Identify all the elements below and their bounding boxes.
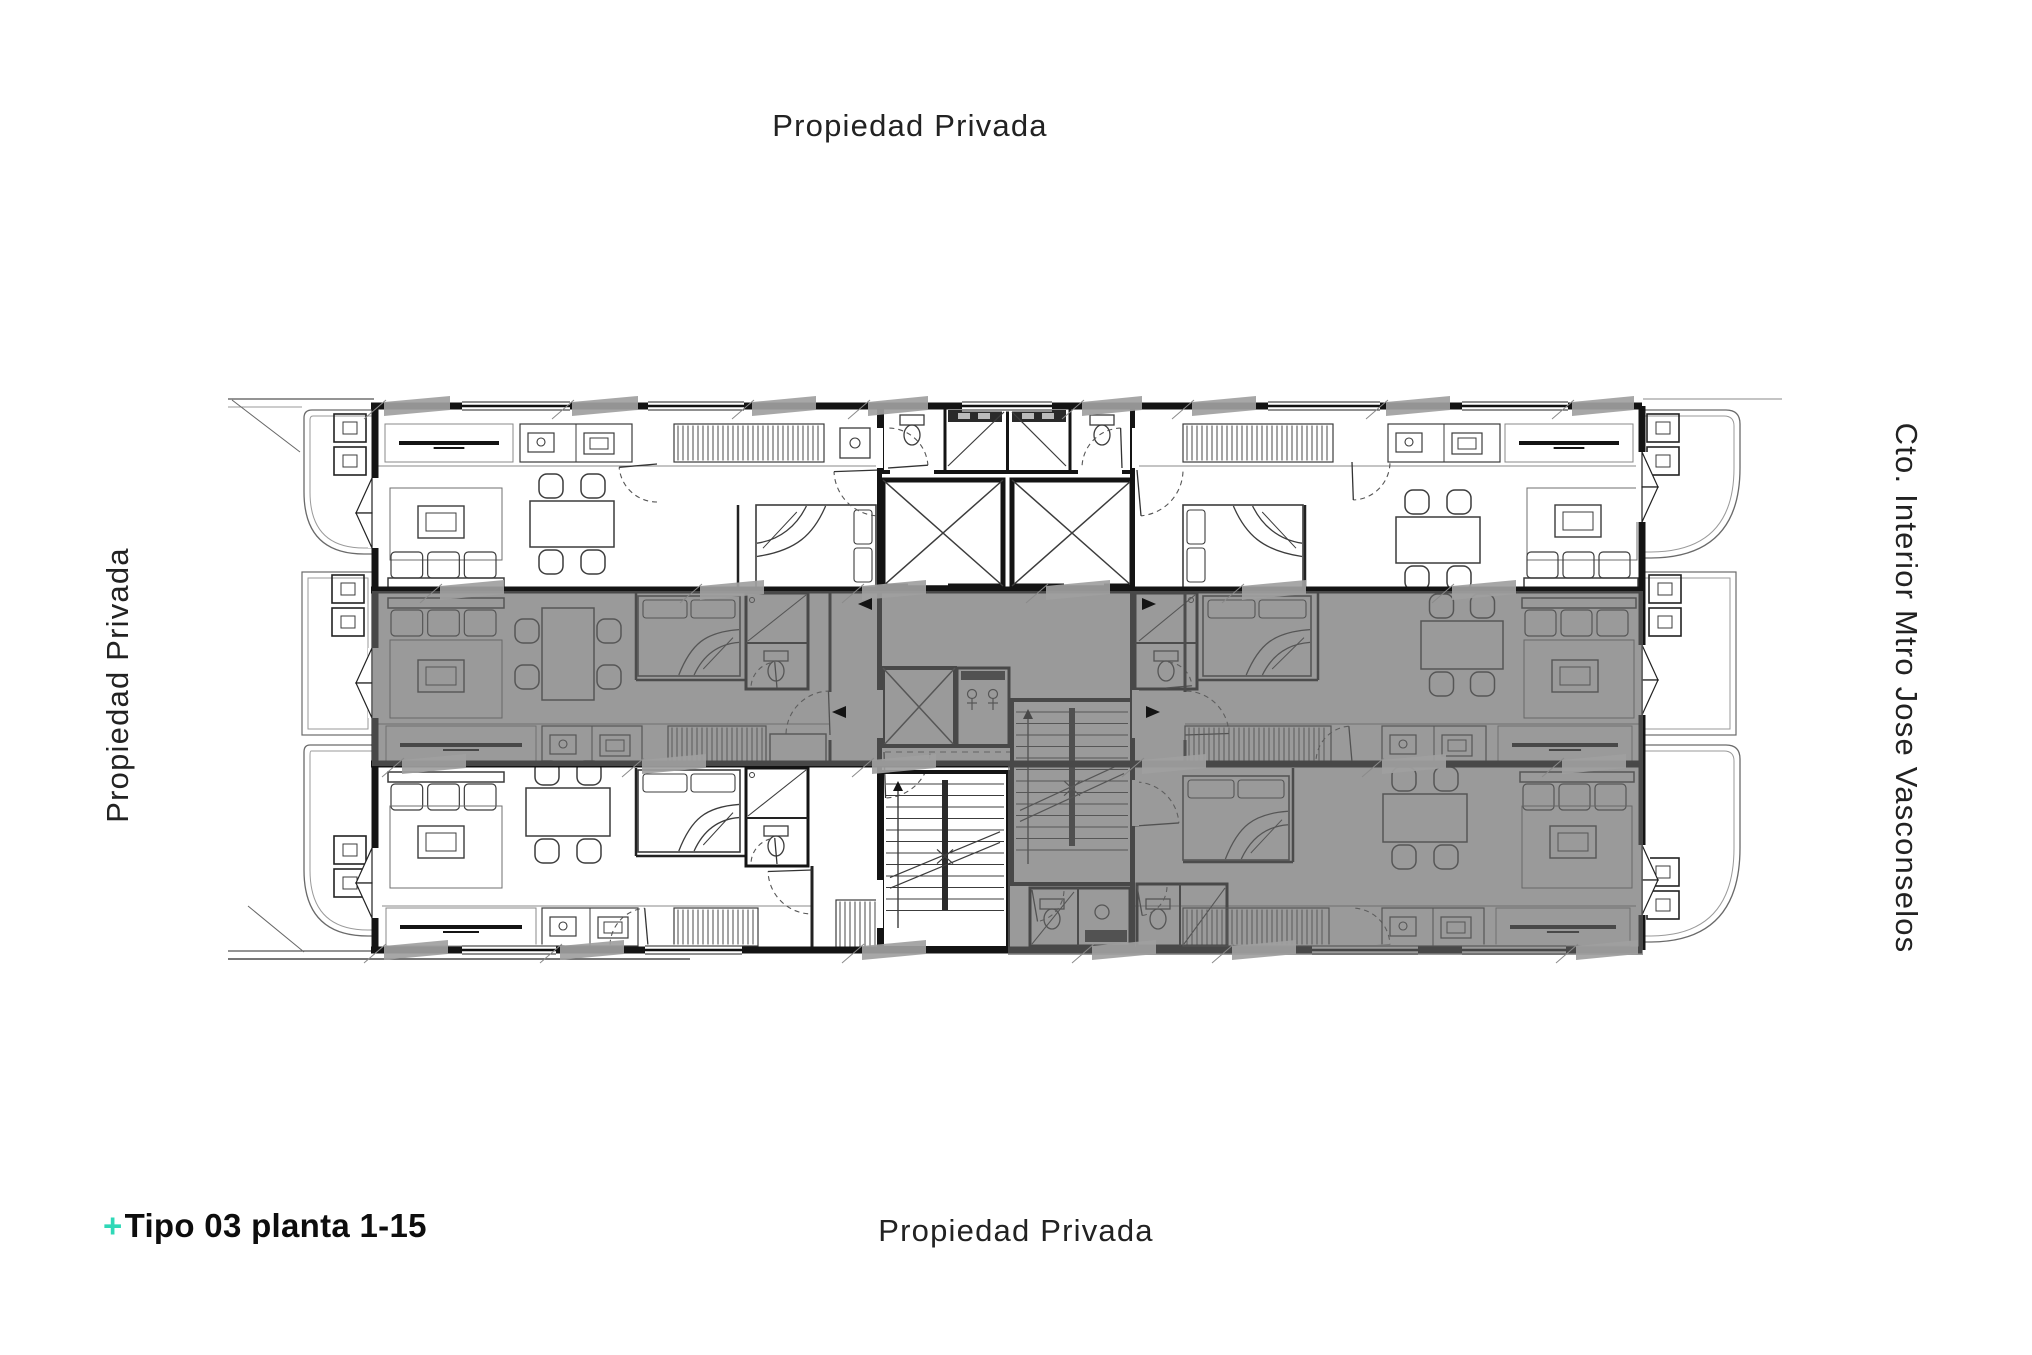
label-propiedad-privada-top: Propiedad Privada	[772, 108, 1048, 143]
plan-title-text: Tipo 03 planta 1-15	[124, 1207, 427, 1244]
plan-title-plus-icon: +	[103, 1207, 123, 1244]
label-street-right: Cto. Interior Mtro Jose Vasconselos	[1889, 422, 1924, 954]
label-propiedad-privada-bottom: Propiedad Privada	[878, 1213, 1154, 1248]
label-propiedad-privada-left: Propiedad Privada	[100, 547, 135, 823]
